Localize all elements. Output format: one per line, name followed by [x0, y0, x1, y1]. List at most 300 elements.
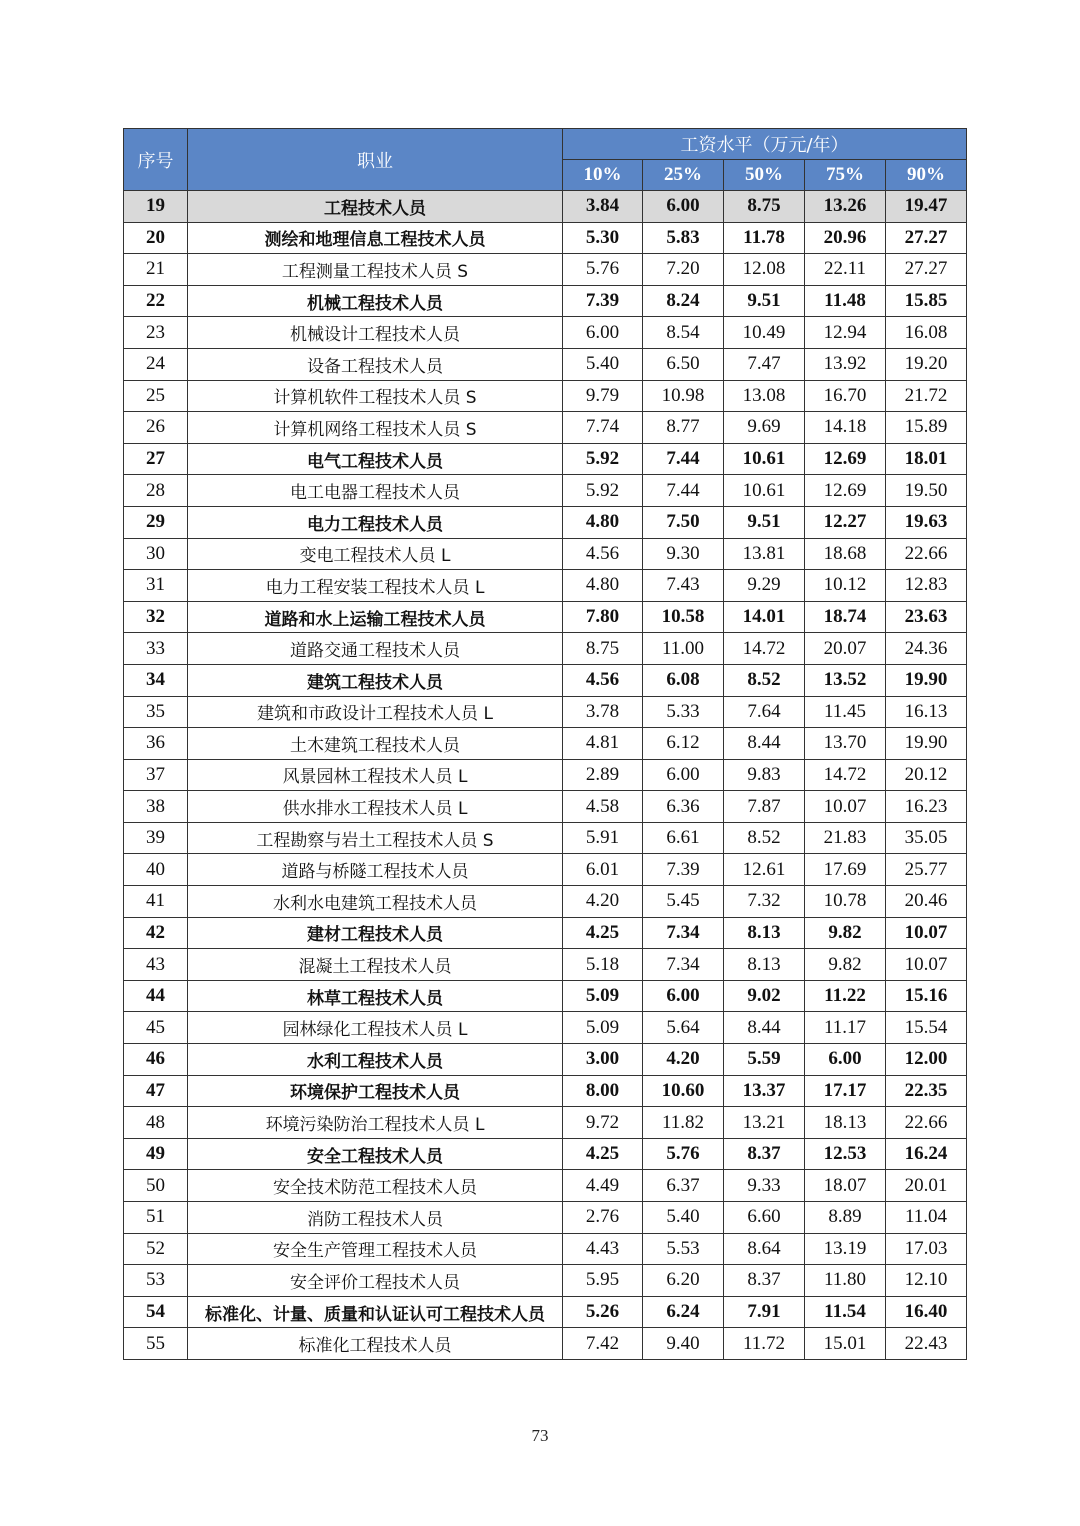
cell-occupation: 工程技术人员 [188, 191, 563, 223]
table-row [124, 1233, 967, 1265]
cell-index: 20 [124, 222, 188, 254]
cell-p25: 6.61 [643, 822, 724, 854]
table-row [124, 538, 967, 570]
table-row [124, 1012, 967, 1044]
table-row [124, 1296, 967, 1328]
cell-p10: 6.00 [563, 317, 643, 349]
cell-p75: 10.12 [805, 570, 886, 602]
cell-p75: 13.26 [805, 191, 886, 223]
table-body [124, 191, 967, 1360]
table-row [124, 254, 967, 286]
cell-p10: 4.43 [563, 1233, 643, 1265]
cell-p25: 8.54 [643, 317, 724, 349]
cell-p25: 5.40 [643, 1202, 724, 1234]
table-row [124, 412, 967, 444]
cell-p90: 35.05 [886, 822, 967, 854]
cell-occupation: 建筑和市政设计工程技术人员 L [188, 696, 563, 728]
cell-p75: 14.18 [805, 412, 886, 444]
cell-occupation: 消防工程技术人员 [188, 1202, 563, 1234]
cell-p90: 12.83 [886, 570, 967, 602]
cell-p75: 17.17 [805, 1075, 886, 1107]
cell-p10: 6.01 [563, 854, 643, 886]
cell-p10: 4.56 [563, 664, 643, 696]
cell-occupation: 标准化工程技术人员 [188, 1328, 563, 1360]
table-row [124, 980, 967, 1012]
cell-occupation: 环境保护工程技术人员 [188, 1075, 563, 1107]
table-row [124, 1170, 967, 1202]
cell-index: 51 [124, 1202, 188, 1234]
cell-p25: 6.50 [643, 348, 724, 380]
cell-p50: 7.87 [724, 791, 805, 823]
cell-p75: 10.07 [805, 791, 886, 823]
cell-index: 54 [124, 1296, 188, 1328]
cell-index: 23 [124, 317, 188, 349]
cell-index: 43 [124, 949, 188, 981]
cell-p25: 6.37 [643, 1170, 724, 1202]
cell-p75: 18.13 [805, 1107, 886, 1139]
cell-occupation: 水利水电建筑工程技术人员 [188, 886, 563, 918]
cell-occupation: 混凝土工程技术人员 [188, 949, 563, 981]
cell-index: 27 [124, 443, 188, 475]
cell-index: 38 [124, 791, 188, 823]
cell-p50: 9.83 [724, 759, 805, 791]
cell-p75: 15.01 [805, 1328, 886, 1360]
cell-p10: 8.75 [563, 633, 643, 665]
cell-p90: 11.04 [886, 1202, 967, 1234]
cell-p10: 5.26 [563, 1296, 643, 1328]
cell-p50: 6.60 [724, 1202, 805, 1234]
cell-p75: 20.07 [805, 633, 886, 665]
cell-p90: 12.10 [886, 1265, 967, 1297]
cell-p90: 10.07 [886, 917, 967, 949]
cell-p50: 10.61 [724, 443, 805, 475]
cell-p50: 14.01 [724, 601, 805, 633]
cell-p25: 7.39 [643, 854, 724, 886]
table-row [124, 285, 967, 317]
cell-p50: 7.47 [724, 348, 805, 380]
table-header [124, 129, 967, 191]
cell-p50: 13.21 [724, 1107, 805, 1139]
cell-p10: 5.30 [563, 222, 643, 254]
cell-occupation: 建材工程技术人员 [188, 917, 563, 949]
table-row [124, 506, 967, 538]
cell-p25: 6.00 [643, 191, 724, 223]
cell-occupation: 安全评价工程技术人员 [188, 1265, 563, 1297]
table-row [124, 317, 967, 349]
cell-p10: 5.95 [563, 1265, 643, 1297]
cell-p50: 9.69 [724, 412, 805, 444]
cell-index: 29 [124, 506, 188, 538]
table-row [124, 1107, 967, 1139]
cell-index: 40 [124, 854, 188, 886]
cell-p25: 7.43 [643, 570, 724, 602]
cell-p90: 16.40 [886, 1296, 967, 1328]
cell-index: 55 [124, 1328, 188, 1360]
cell-p75: 17.69 [805, 854, 886, 886]
cell-p10: 4.80 [563, 506, 643, 538]
cell-p75: 18.07 [805, 1170, 886, 1202]
cell-p10: 2.76 [563, 1202, 643, 1234]
cell-occupation: 电力工程技术人员 [188, 506, 563, 538]
cell-index: 46 [124, 1044, 188, 1076]
cell-p25: 9.30 [643, 538, 724, 570]
cell-p75: 6.00 [805, 1044, 886, 1076]
cell-p10: 4.81 [563, 728, 643, 760]
cell-p75: 12.27 [805, 506, 886, 538]
cell-index: 31 [124, 570, 188, 602]
cell-p25: 7.34 [643, 917, 724, 949]
cell-p10: 8.00 [563, 1075, 643, 1107]
cell-p10: 4.25 [563, 917, 643, 949]
cell-p10: 5.91 [563, 822, 643, 854]
table-row [124, 854, 967, 886]
cell-p10: 7.74 [563, 412, 643, 444]
cell-occupation: 建筑工程技术人员 [188, 664, 563, 696]
cell-p50: 9.51 [724, 285, 805, 317]
cell-index: 45 [124, 1012, 188, 1044]
cell-p75: 11.54 [805, 1296, 886, 1328]
cell-p10: 4.80 [563, 570, 643, 602]
cell-p25: 9.40 [643, 1328, 724, 1360]
cell-p75: 13.19 [805, 1233, 886, 1265]
cell-p75: 10.78 [805, 886, 886, 918]
cell-p10: 4.49 [563, 1170, 643, 1202]
cell-p75: 16.70 [805, 380, 886, 412]
cell-occupation: 道路与桥隧工程技术人员 [188, 854, 563, 886]
cell-p75: 12.94 [805, 317, 886, 349]
cell-p25: 5.83 [643, 222, 724, 254]
cell-p25: 5.53 [643, 1233, 724, 1265]
cell-occupation: 工程测量工程技术人员 S [188, 254, 563, 286]
cell-index: 37 [124, 759, 188, 791]
cell-index: 53 [124, 1265, 188, 1297]
cell-occupation: 机械设计工程技术人员 [188, 317, 563, 349]
cell-p50: 8.52 [724, 664, 805, 696]
cell-index: 48 [124, 1107, 188, 1139]
cell-index: 36 [124, 728, 188, 760]
cell-p10: 9.72 [563, 1107, 643, 1139]
cell-index: 33 [124, 633, 188, 665]
cell-p25: 10.98 [643, 380, 724, 412]
cell-p75: 14.72 [805, 759, 886, 791]
cell-p90: 19.20 [886, 348, 967, 380]
table-row [124, 822, 967, 854]
cell-occupation: 安全工程技术人员 [188, 1138, 563, 1170]
cell-occupation: 环境污染防治工程技术人员 L [188, 1107, 563, 1139]
cell-p50: 14.72 [724, 633, 805, 665]
cell-p10: 3.84 [563, 191, 643, 223]
table-row [124, 475, 967, 507]
cell-p50: 8.13 [724, 949, 805, 981]
cell-index: 30 [124, 538, 188, 570]
cell-p90: 20.12 [886, 759, 967, 791]
cell-p90: 24.36 [886, 633, 967, 665]
cell-index: 22 [124, 285, 188, 317]
cell-p75: 20.96 [805, 222, 886, 254]
cell-p10: 2.89 [563, 759, 643, 791]
cell-p75: 18.74 [805, 601, 886, 633]
cell-p50: 9.33 [724, 1170, 805, 1202]
cell-p75: 18.68 [805, 538, 886, 570]
cell-index: 44 [124, 980, 188, 1012]
cell-occupation: 电力工程安装工程技术人员 L [188, 570, 563, 602]
cell-index: 32 [124, 601, 188, 633]
cell-p90: 22.35 [886, 1075, 967, 1107]
cell-p50: 8.64 [724, 1233, 805, 1265]
table-row [124, 759, 967, 791]
cell-p90: 18.01 [886, 443, 967, 475]
table-row [124, 1202, 967, 1234]
header-p25: 25% [643, 160, 724, 191]
cell-index: 39 [124, 822, 188, 854]
table-row [124, 1138, 967, 1170]
cell-p10: 5.40 [563, 348, 643, 380]
cell-p10: 9.79 [563, 380, 643, 412]
cell-p10: 7.42 [563, 1328, 643, 1360]
cell-index: 47 [124, 1075, 188, 1107]
cell-p10: 5.09 [563, 980, 643, 1012]
table-row [124, 380, 967, 412]
cell-p50: 10.49 [724, 317, 805, 349]
table-row [124, 348, 967, 380]
cell-p50: 11.78 [724, 222, 805, 254]
cell-occupation: 设备工程技术人员 [188, 348, 563, 380]
cell-p10: 4.20 [563, 886, 643, 918]
cell-p50: 5.59 [724, 1044, 805, 1076]
salary-table [123, 128, 967, 1360]
cell-p50: 7.91 [724, 1296, 805, 1328]
header-index: 序号 [124, 129, 188, 191]
cell-p90: 20.46 [886, 886, 967, 918]
table-row [124, 443, 967, 475]
table-row [124, 1044, 967, 1076]
cell-p10: 4.56 [563, 538, 643, 570]
cell-p25: 8.77 [643, 412, 724, 444]
cell-index: 24 [124, 348, 188, 380]
table-row [124, 570, 967, 602]
cell-index: 26 [124, 412, 188, 444]
cell-p90: 19.90 [886, 664, 967, 696]
cell-p25: 6.36 [643, 791, 724, 823]
table-row [124, 886, 967, 918]
cell-p50: 13.81 [724, 538, 805, 570]
cell-p50: 12.08 [724, 254, 805, 286]
cell-p75: 12.69 [805, 475, 886, 507]
cell-p25: 8.24 [643, 285, 724, 317]
cell-p25: 4.20 [643, 1044, 724, 1076]
cell-p50: 9.51 [724, 506, 805, 538]
cell-p25: 5.76 [643, 1138, 724, 1170]
cell-p75: 12.53 [805, 1138, 886, 1170]
cell-occupation: 测绘和地理信息工程技术人员 [188, 222, 563, 254]
cell-p75: 8.89 [805, 1202, 886, 1234]
cell-p25: 7.44 [643, 443, 724, 475]
header-occupation: 职业 [188, 129, 563, 191]
cell-p25: 6.00 [643, 759, 724, 791]
cell-occupation: 安全技术防范工程技术人员 [188, 1170, 563, 1202]
cell-occupation: 电工电器工程技术人员 [188, 475, 563, 507]
cell-occupation: 安全生产管理工程技术人员 [188, 1233, 563, 1265]
cell-p90: 21.72 [886, 380, 967, 412]
cell-p50: 8.44 [724, 728, 805, 760]
cell-p10: 5.09 [563, 1012, 643, 1044]
cell-p25: 6.20 [643, 1265, 724, 1297]
cell-occupation: 道路和水上运输工程技术人员 [188, 601, 563, 633]
cell-occupation: 水利工程技术人员 [188, 1044, 563, 1076]
cell-occupation: 机械工程技术人员 [188, 285, 563, 317]
cell-p10: 5.76 [563, 254, 643, 286]
cell-p10: 4.58 [563, 791, 643, 823]
cell-index: 49 [124, 1138, 188, 1170]
cell-p75: 13.52 [805, 664, 886, 696]
cell-p50: 8.37 [724, 1138, 805, 1170]
cell-p90: 27.27 [886, 254, 967, 286]
table-row [124, 191, 967, 223]
cell-p50: 11.72 [724, 1328, 805, 1360]
cell-p90: 22.66 [886, 538, 967, 570]
cell-occupation: 道路交通工程技术人员 [188, 633, 563, 665]
table-row [124, 601, 967, 633]
table-row [124, 633, 967, 665]
cell-p75: 11.48 [805, 285, 886, 317]
cell-p25: 6.24 [643, 1296, 724, 1328]
cell-p90: 16.08 [886, 317, 967, 349]
cell-p90: 23.63 [886, 601, 967, 633]
cell-index: 21 [124, 254, 188, 286]
table-row [124, 1328, 967, 1360]
table-row [124, 1075, 967, 1107]
cell-p50: 7.64 [724, 696, 805, 728]
cell-index: 41 [124, 886, 188, 918]
cell-p90: 22.66 [886, 1107, 967, 1139]
cell-occupation: 变电工程技术人员 L [188, 538, 563, 570]
cell-p10: 4.25 [563, 1138, 643, 1170]
cell-p90: 19.50 [886, 475, 967, 507]
cell-p90: 16.23 [886, 791, 967, 823]
cell-p25: 6.00 [643, 980, 724, 1012]
cell-index: 19 [124, 191, 188, 223]
cell-index: 28 [124, 475, 188, 507]
header-p75: 75% [805, 160, 886, 191]
cell-p75: 9.82 [805, 917, 886, 949]
table-row [124, 222, 967, 254]
cell-p90: 15.16 [886, 980, 967, 1012]
cell-p25: 10.60 [643, 1075, 724, 1107]
cell-occupation: 风景园林工程技术人员 L [188, 759, 563, 791]
cell-p50: 8.52 [724, 822, 805, 854]
cell-index: 50 [124, 1170, 188, 1202]
cell-p50: 7.32 [724, 886, 805, 918]
cell-p25: 11.00 [643, 633, 724, 665]
table-row [124, 664, 967, 696]
cell-p50: 8.75 [724, 191, 805, 223]
cell-p90: 19.47 [886, 191, 967, 223]
cell-occupation: 林草工程技术人员 [188, 980, 563, 1012]
cell-occupation: 计算机网络工程技术人员 S [188, 412, 563, 444]
cell-p50: 8.44 [724, 1012, 805, 1044]
cell-p25: 7.50 [643, 506, 724, 538]
cell-p50: 8.13 [724, 917, 805, 949]
cell-occupation: 标准化、计量、质量和认证认可工程技术人员 [188, 1296, 563, 1328]
cell-p75: 12.69 [805, 443, 886, 475]
cell-p25: 5.64 [643, 1012, 724, 1044]
cell-p75: 11.22 [805, 980, 886, 1012]
table-row [124, 917, 967, 949]
cell-index: 34 [124, 664, 188, 696]
header-p50: 50% [724, 160, 805, 191]
cell-index: 35 [124, 696, 188, 728]
cell-p90: 15.85 [886, 285, 967, 317]
cell-p10: 7.39 [563, 285, 643, 317]
table-row [124, 791, 967, 823]
cell-p90: 16.24 [886, 1138, 967, 1170]
cell-p10: 5.92 [563, 475, 643, 507]
cell-p90: 15.54 [886, 1012, 967, 1044]
cell-p75: 11.17 [805, 1012, 886, 1044]
cell-p90: 27.27 [886, 222, 967, 254]
cell-p25: 6.12 [643, 728, 724, 760]
cell-p25: 6.08 [643, 664, 724, 696]
cell-p75: 13.92 [805, 348, 886, 380]
cell-p10: 3.00 [563, 1044, 643, 1076]
table-row [124, 728, 967, 760]
cell-p90: 15.89 [886, 412, 967, 444]
header-salary-level: 工资水平（万元/年） [563, 129, 967, 160]
cell-occupation: 工程勘察与岩土工程技术人员 S [188, 822, 563, 854]
cell-p25: 7.20 [643, 254, 724, 286]
cell-p90: 19.90 [886, 728, 967, 760]
cell-p10: 7.80 [563, 601, 643, 633]
cell-p90: 16.13 [886, 696, 967, 728]
header-p10: 10% [563, 160, 643, 191]
cell-index: 25 [124, 380, 188, 412]
cell-p50: 10.61 [724, 475, 805, 507]
cell-p25: 10.58 [643, 601, 724, 633]
cell-p50: 8.37 [724, 1265, 805, 1297]
cell-p10: 5.18 [563, 949, 643, 981]
cell-p50: 9.02 [724, 980, 805, 1012]
cell-p50: 13.37 [724, 1075, 805, 1107]
cell-p90: 22.43 [886, 1328, 967, 1360]
cell-p75: 11.45 [805, 696, 886, 728]
cell-p90: 25.77 [886, 854, 967, 886]
cell-occupation: 园林绿化工程技术人员 L [188, 1012, 563, 1044]
cell-occupation: 计算机软件工程技术人员 S [188, 380, 563, 412]
cell-p10: 3.78 [563, 696, 643, 728]
page-number: 73 [531, 1426, 549, 1445]
cell-p75: 22.11 [805, 254, 886, 286]
table-row [124, 949, 967, 981]
table-row [124, 696, 967, 728]
cell-p50: 12.61 [724, 854, 805, 886]
cell-index: 42 [124, 917, 188, 949]
cell-occupation: 土木建筑工程技术人员 [188, 728, 563, 760]
cell-p50: 13.08 [724, 380, 805, 412]
cell-p25: 5.33 [643, 696, 724, 728]
cell-p90: 12.00 [886, 1044, 967, 1076]
cell-p90: 17.03 [886, 1233, 967, 1265]
cell-p25: 11.82 [643, 1107, 724, 1139]
cell-p25: 7.44 [643, 475, 724, 507]
cell-p75: 9.82 [805, 949, 886, 981]
cell-p25: 7.34 [643, 949, 724, 981]
cell-p50: 9.29 [724, 570, 805, 602]
cell-occupation: 供水排水工程技术人员 L [188, 791, 563, 823]
cell-occupation: 电气工程技术人员 [188, 443, 563, 475]
cell-p75: 21.83 [805, 822, 886, 854]
cell-p75: 11.80 [805, 1265, 886, 1297]
header-p90: 90% [886, 160, 967, 191]
